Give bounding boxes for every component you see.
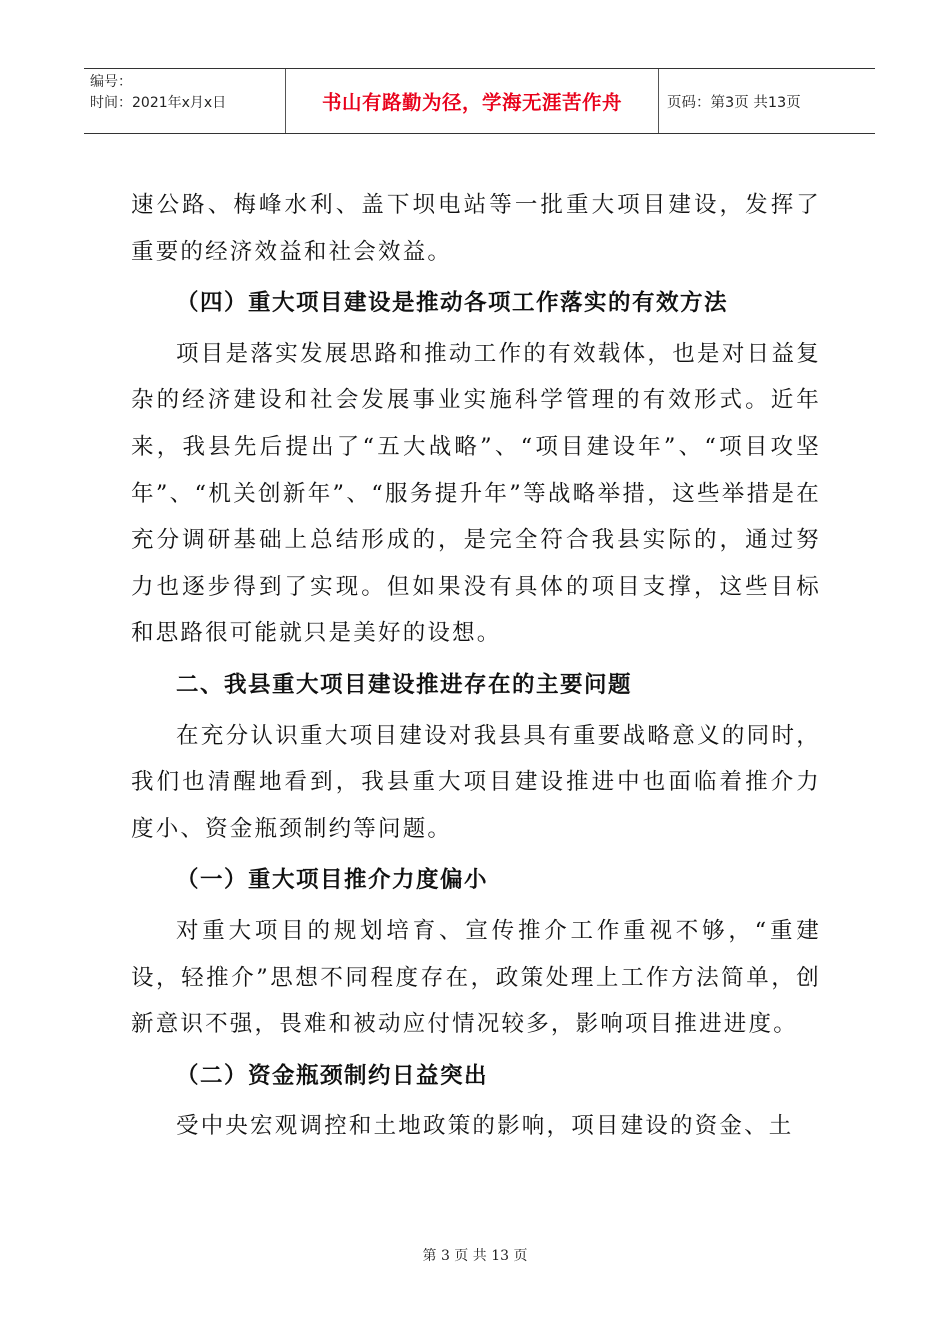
section-heading: （一）重大项目推介力度偏小 xyxy=(176,867,489,894)
time-label: 时间：2021年x月x日 xyxy=(90,95,227,111)
header-motto-cell xyxy=(286,69,659,133)
body-paragraph: 对重大项目的规划培育、宣传推介工作重视不够，“重建设，轻推介”思想不同程度存在，政策处理上工作方法简单，创新意识不强，畏难和被动应付情况较多，影响项目推进进度。 xyxy=(131,917,821,1038)
document-body xyxy=(131,182,821,1150)
body-paragraph: 受中央宏观调控和土地政策的影响，项目建设的资金、土 xyxy=(176,1113,794,1140)
header-page-cell xyxy=(659,69,875,133)
body-paragraph: 在充分认识重大项目建设对我县具有重要战略意义的同时，我们也清醒地看到，我县重大项目建设推进中也面临着推介力度小、资金瓶颈制约等问题。 xyxy=(131,722,821,842)
header-motto: 书山有路勤为径，学海无涯苦作舟 xyxy=(321,91,622,114)
page-footer: 第 3 页 共 13 页 xyxy=(422,1248,528,1264)
section-heading: （四）重大项目建设是推动各项工作落实的有效方法 xyxy=(176,290,729,317)
section-heading: （二）资金瓶颈制约日益突出 xyxy=(176,1062,489,1089)
header-meta xyxy=(84,69,286,133)
page-header xyxy=(84,68,875,134)
section-heading: 二、我县重大项目建设推进存在的主要问题 xyxy=(176,671,633,698)
header-page-label: 页码：第3页 共13页 xyxy=(667,94,801,111)
number-label: 编号： xyxy=(90,74,132,90)
body-paragraph: 项目是落实发展思路和推动工作的有效载体，也是对日益复杂的经济建设和社会发展事业实施科学管理的有效形式。近年来，我县先后提出了“五大战略”、“项目建设年”、“项目攻坚年”、“机关创新年”、“服务提升年”等战略举措，这些举措是在充分调研基础上总结形成的，是完全符合我县实际的，通过努力也逐步得到了实现。但如果没有具体的项目支撑，这些目标和思路很可能就只是美好的设想。 xyxy=(131,340,821,647)
continued-paragraph: 速公路、梅峰水利、盖下坝电站等一批重大项目建设，发挥了重要的经济效益和社会效益。 xyxy=(131,192,821,265)
